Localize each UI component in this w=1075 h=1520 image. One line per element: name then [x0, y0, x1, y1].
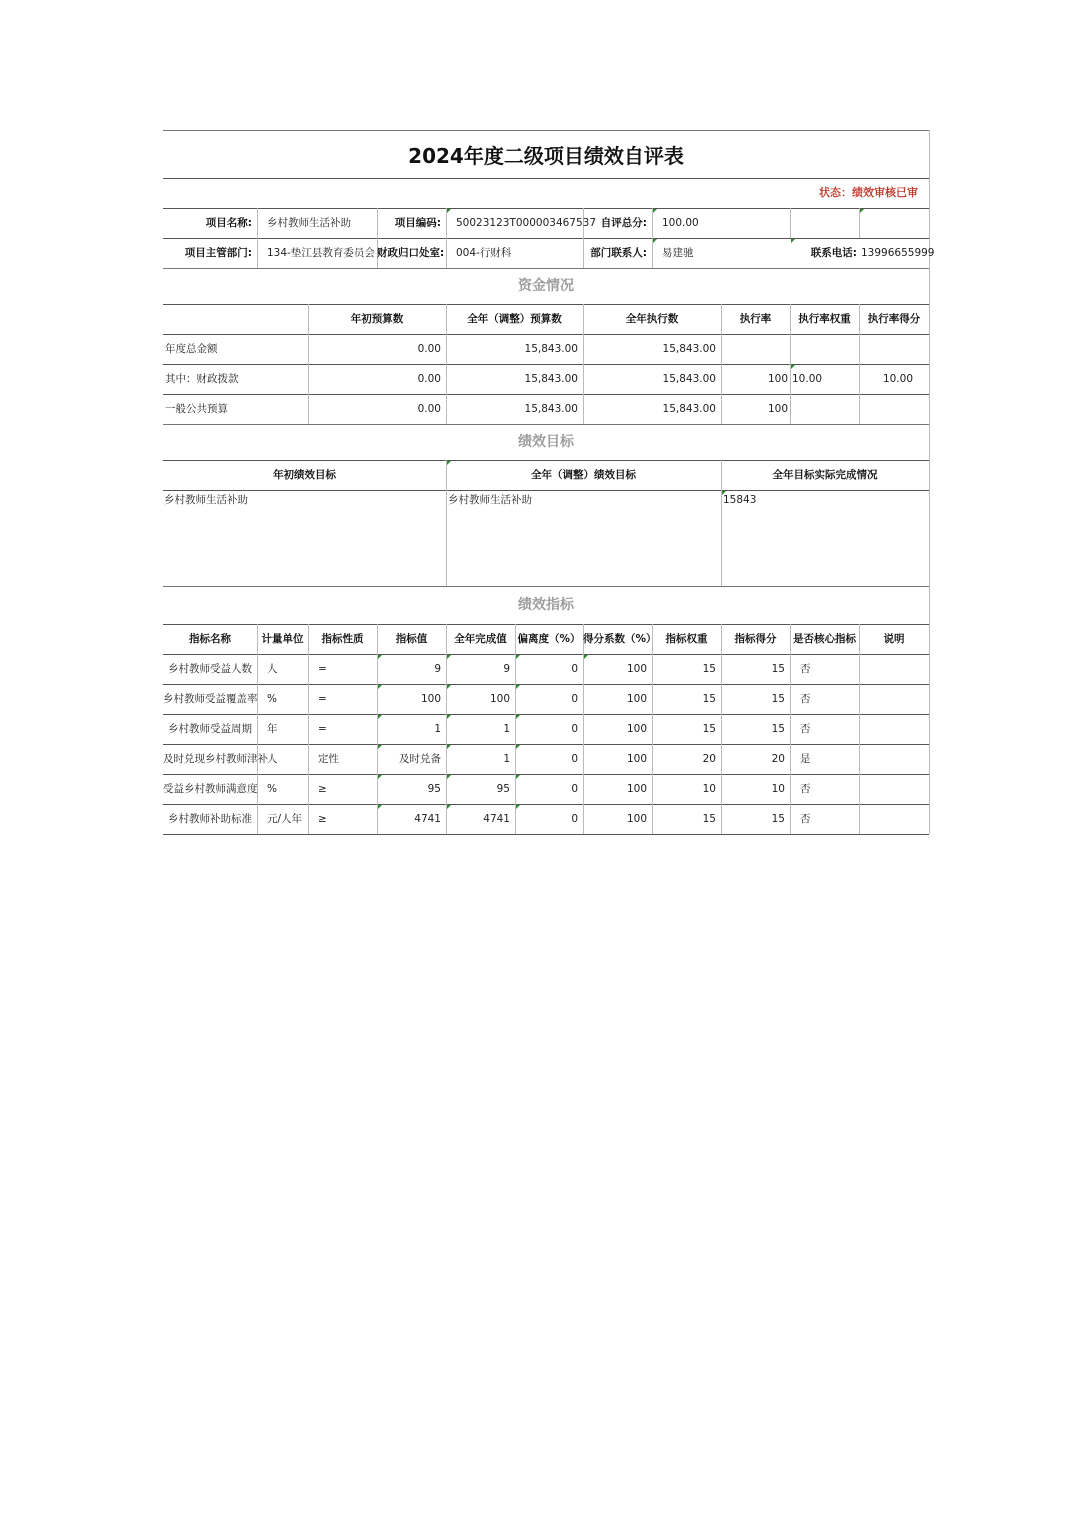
indicator-cell-value: 9	[434, 663, 441, 675]
dept-label: 项目主管部门:	[184, 247, 252, 259]
goals-section-title: 绩效目标	[518, 434, 574, 450]
indicators-section-title: 绩效指标	[518, 597, 574, 613]
finance-office-label: 财政归口处室:	[377, 247, 445, 259]
indicator-cell-note	[859, 684, 929, 714]
indicator-cell-coef: 100	[626, 693, 647, 705]
funds-cell: 15,843.00	[524, 373, 578, 385]
indicator-cell-core: 否	[800, 783, 811, 795]
indicator-header: 计量单位	[261, 633, 304, 645]
cell-marker	[860, 209, 864, 213]
indicator-cell-unit: 元/人年	[267, 813, 303, 825]
cell-marker	[516, 655, 520, 659]
funds-header: 执行率得分	[867, 313, 921, 325]
cell-marker	[447, 655, 451, 659]
indicator-cell-name: 受益乡村教师满意度	[163, 783, 258, 795]
funds-cell	[790, 394, 859, 424]
funds-cell: 15,843.00	[524, 403, 578, 415]
indicator-cell-unit: %	[267, 693, 277, 705]
indicator-cell-nature: ≥	[318, 783, 327, 795]
funds-cell: 100	[767, 403, 788, 415]
indicator-cell-name: 乡村教师受益人数	[168, 663, 252, 675]
cell-marker	[516, 805, 520, 809]
indicator-header: 偏离度（%）	[517, 633, 581, 645]
funds-cell: 10.00	[882, 373, 913, 385]
funds-header: 执行率	[739, 313, 772, 325]
cell-marker	[378, 745, 382, 749]
project-code-label: 项目编码:	[394, 217, 441, 229]
funds-cell: 15,843.00	[662, 373, 716, 385]
indicator-header: 是否核心指标	[793, 633, 856, 645]
row-divider	[163, 490, 929, 491]
sheet-title: 2024年度二级项目绩效自评表	[408, 144, 684, 168]
funds-header: 执行率权重	[798, 313, 851, 325]
indicator-cell-deviation: 0	[571, 693, 578, 705]
funds-cell: 10.00	[792, 373, 823, 385]
dept-value: 134-垫江县教育委员会	[267, 247, 375, 259]
indicator-cell-unit: %	[267, 783, 277, 795]
cell-marker	[722, 491, 726, 495]
indicator-cell-value: 95	[427, 783, 441, 795]
indicator-cell-weight: 15	[702, 723, 716, 735]
indicator-cell-coef: 100	[626, 783, 647, 795]
funds-cell: 0.00	[417, 343, 441, 355]
indicator-cell-nature: =	[318, 723, 327, 735]
funds-cell: 15,843.00	[662, 403, 716, 415]
indicator-cell-note	[859, 774, 929, 804]
indicator-cell-deviation: 0	[571, 753, 578, 765]
self-score-value: 100.00	[662, 217, 699, 229]
column-divider	[929, 130, 930, 834]
goals-header: 全年（调整）绩效目标	[531, 469, 636, 481]
funds-section-title: 资金情况	[518, 278, 574, 294]
cell-marker	[447, 715, 451, 719]
cell-marker	[584, 655, 588, 659]
indicator-cell-core: 是	[800, 753, 811, 765]
indicator-header: 全年完成值	[454, 633, 507, 645]
funds-header: 全年执行数	[625, 313, 679, 325]
indicator-cell-name: 及时兑现乡村教师津补	[163, 753, 268, 765]
funds-cell: 15,843.00	[662, 343, 716, 355]
funds-row-name: 其中：财政拨款	[165, 373, 239, 385]
cell-marker	[447, 685, 451, 689]
indicator-cell-unit: 人	[267, 753, 278, 765]
cell-marker	[791, 365, 795, 369]
goals-header: 年初绩效目标	[273, 469, 336, 481]
indicator-cell-score: 10	[771, 783, 785, 795]
indicator-cell-coef: 100	[626, 723, 647, 735]
indicator-cell-value: 1	[434, 723, 441, 735]
goal-initial-text: 乡村教师生活补助	[164, 494, 248, 506]
funds-cell	[859, 334, 929, 364]
indicator-cell-score: 15	[771, 693, 785, 705]
indicator-cell-deviation: 0	[571, 783, 578, 795]
cell-marker	[447, 745, 451, 749]
indicator-cell-actual: 9	[503, 663, 510, 675]
indicator-cell-coef: 100	[626, 813, 647, 825]
project-name-label: 项目名称:	[205, 217, 252, 229]
indicator-cell-nature: =	[318, 663, 327, 675]
indicator-cell-value: 100	[420, 693, 441, 705]
goal-actual-text: 15843	[723, 494, 757, 506]
phone-value: 13996655999	[861, 247, 935, 259]
cell-marker	[378, 715, 382, 719]
cell-marker	[447, 805, 451, 809]
goals-header: 全年目标实际完成情况	[772, 469, 878, 481]
indicator-cell-unit: 年	[267, 723, 278, 735]
indicator-cell-actual: 1	[503, 753, 510, 765]
indicator-cell-note	[859, 654, 929, 684]
funds-cell: 0.00	[417, 373, 441, 385]
indicator-cell-name: 乡村教师补助标准	[168, 813, 252, 825]
indicator-cell-coef: 100	[626, 663, 647, 675]
indicator-cell-unit: 人	[267, 663, 278, 675]
indicator-cell-core: 否	[800, 813, 811, 825]
indicator-cell-score: 20	[771, 753, 785, 765]
indicator-cell-coef: 100	[626, 753, 647, 765]
row-divider	[163, 178, 929, 179]
indicator-header: 指标权重	[665, 633, 708, 645]
indicator-cell-weight: 15	[702, 693, 716, 705]
funds-header: 全年（调整）预算数	[467, 313, 562, 325]
contact-value: 易建驰	[662, 247, 694, 259]
indicator-cell-actual: 100	[489, 693, 510, 705]
indicator-cell-nature: =	[318, 693, 327, 705]
funds-cell	[859, 394, 929, 424]
cell-marker	[447, 209, 451, 213]
funds-cell: 15,843.00	[524, 343, 578, 355]
indicator-header: 指标得分	[734, 633, 777, 645]
funds-row-name: 一般公共预算	[165, 403, 228, 415]
indicator-header: 指标名称	[189, 633, 231, 645]
indicator-cell-score: 15	[771, 663, 785, 675]
indicator-cell-nature: 定性	[318, 753, 339, 765]
funds-row-name: 年度总金额	[165, 343, 218, 355]
project-name-value: 乡村教师生活补助	[267, 217, 351, 229]
indicator-cell-weight: 15	[702, 663, 716, 675]
indicator-cell-core: 否	[800, 663, 811, 675]
funds-cell: 100	[767, 373, 788, 385]
indicator-cell-weight: 15	[702, 813, 716, 825]
funds-cell	[790, 334, 859, 364]
cell-marker	[447, 775, 451, 779]
indicator-header: 说明	[883, 633, 905, 645]
phone-label: 联系电话:	[810, 247, 857, 259]
indicator-header: 得分系数（%）	[583, 633, 657, 645]
self-score-label: 自评总分:	[600, 217, 647, 229]
cell-marker	[653, 239, 657, 243]
cell-marker	[516, 685, 520, 689]
indicator-cell-actual: 95	[496, 783, 510, 795]
indicator-cell-core: 否	[800, 693, 811, 705]
cell-marker	[653, 209, 657, 213]
funds-header: 年初预算数	[350, 313, 404, 325]
indicator-cell-name: 乡村教师受益周期	[168, 723, 252, 735]
indicator-cell-note	[859, 744, 929, 774]
indicator-cell-deviation: 0	[571, 663, 578, 675]
cell-marker	[516, 715, 520, 719]
status-text: 状态：绩效审核已审	[819, 186, 918, 199]
indicator-cell-value: 4741	[414, 813, 441, 825]
cell-marker	[791, 239, 795, 243]
cell-marker	[516, 775, 520, 779]
indicator-cell-actual: 4741	[483, 813, 510, 825]
cell-marker	[516, 745, 520, 749]
goal-adjusted-text: 乡村教师生活补助	[448, 494, 532, 506]
indicator-cell-weight: 20	[702, 753, 716, 765]
indicator-header: 指标值	[395, 633, 428, 645]
funds-cell: 0.00	[417, 403, 441, 415]
finance-office-value: 004-行财科	[456, 247, 512, 259]
indicator-cell-deviation: 0	[571, 813, 578, 825]
indicator-header: 指标性质	[321, 633, 364, 645]
indicator-cell-actual: 1	[503, 723, 510, 735]
contact-label: 部门联系人:	[590, 247, 647, 259]
cell-marker	[378, 655, 382, 659]
row-divider	[163, 130, 929, 131]
indicator-cell-deviation: 0	[571, 723, 578, 735]
cell-marker	[447, 461, 451, 465]
column-divider	[790, 208, 791, 238]
indicator-cell-note	[859, 804, 929, 834]
cell-marker	[378, 805, 382, 809]
indicator-cell-score: 15	[771, 723, 785, 735]
indicator-cell-name: 乡村教师受益覆盖率	[163, 693, 258, 705]
indicator-cell-score: 15	[771, 813, 785, 825]
indicator-cell-nature: ≥	[318, 813, 327, 825]
funds-cell	[721, 334, 790, 364]
indicator-cell-core: 否	[800, 723, 811, 735]
row-divider	[163, 834, 929, 835]
indicator-cell-note	[859, 714, 929, 744]
cell-marker	[378, 685, 382, 689]
indicator-cell-value: 及时兑备	[399, 753, 441, 765]
cell-marker	[378, 775, 382, 779]
indicator-cell-weight: 10	[702, 783, 716, 795]
project-code-value: 50023123T000003467537	[456, 217, 597, 229]
